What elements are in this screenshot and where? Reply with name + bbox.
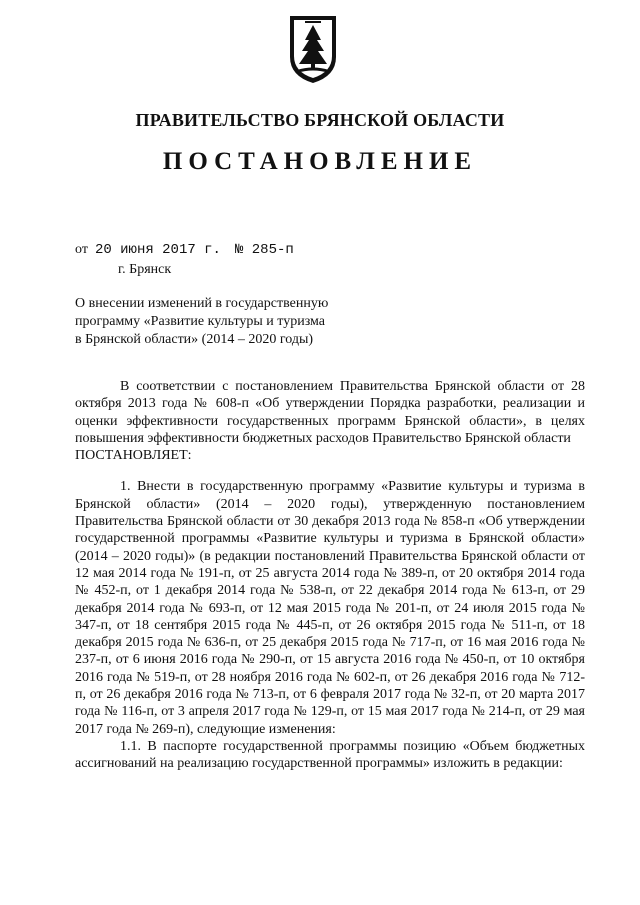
document-city: г. Брянск bbox=[118, 262, 172, 277]
document-subject bbox=[75, 295, 395, 349]
resolves-heading: ПОСТАНОВЛЯЕТ: bbox=[75, 448, 192, 464]
date-line bbox=[75, 242, 294, 258]
organization-name: ПРАВИТЕЛЬСТВО БРЯНСКОЙ ОБЛАСТИ bbox=[135, 110, 505, 130]
coat-of-arms-emblem bbox=[287, 13, 339, 85]
document-body bbox=[75, 378, 585, 773]
document-number: № 285-п bbox=[234, 242, 294, 258]
date-prefix: от bbox=[75, 242, 88, 257]
document-date: 20 июня 2017 г. bbox=[94, 242, 221, 258]
document-type-title: ПОСТАНОВЛЕНИЕ bbox=[162, 148, 478, 175]
subject-line: программу «Развитие культуры и туризма bbox=[75, 314, 326, 329]
subject-line: О внесении изменений в государственную bbox=[75, 296, 329, 311]
subject-line: в Брянской области» (2014 – 2020 годы) bbox=[75, 332, 314, 347]
item-1-paragraph: 1. Внести в государственную программу «Развитие культуры и туризма в Брянской области» (2014 – 2020 годы), утвержденную постановлением Правительства Брянской области от 30 декабря 2013 года № 858-п «Об утверждении государственной программы «Развитие культуры и туризма в Брянской области» (2014 – 2020 годы)» (в редакции постановлений Правительства Брянской области от 12 мая 2014 года № 191-п, от 25 августа 2014 года № 389-п, от 20 октября 2014 года № 452-п, от 1 декабря 2014 года № 538-п, от 22 декабря 2014 года № 613-п, от 29 декабря 2014 года № 693-п, от 12 мая 2015 года № 201-п, от 24 июля 2015 года № 347-п, от 18 сентября 2015 года № 445-п, от 26 октября 2015 года № 511-п, от 18 декабря 2015 года № 636-п, от 25 декабря 2015 года № 717-п, от 16 мая 2016 года № 237-п, от 6 июня 2016 года № 290-п, от 15 августа 2016 года № 450-п, от 10 октября 2016 года № 519-п, от 28 ноября 2016 года № 602-п, от 26 декабря 2016 года № 712-п, от 26 декабря 2016 года № 713-п, от 6 февраля 2017 года № 32-п, от 20 марта 2017 года № 116-п, от 3 апреля 2017 года № 129-п, от 15 мая 2017 года № 214-п, от 29 мая 2017 года № 269-п), следующие изменения: bbox=[75, 479, 585, 737]
item-1-1-paragraph: 1.1. В паспорте государственной программы позицию «Объем бюджетных ассигнований на реализацию государственной программы» изложить в редакции: bbox=[75, 738, 585, 772]
preamble-paragraph: В соответствии с постановлением Правительства Брянской области от 28 октября 2013 года № 608-п «Об утверждении Порядка разработки, реализации и оценки эффективности государственных программ Брянской области», в целях повышения эффективности бюджетных расходов Правительство Брянской области bbox=[75, 379, 585, 446]
